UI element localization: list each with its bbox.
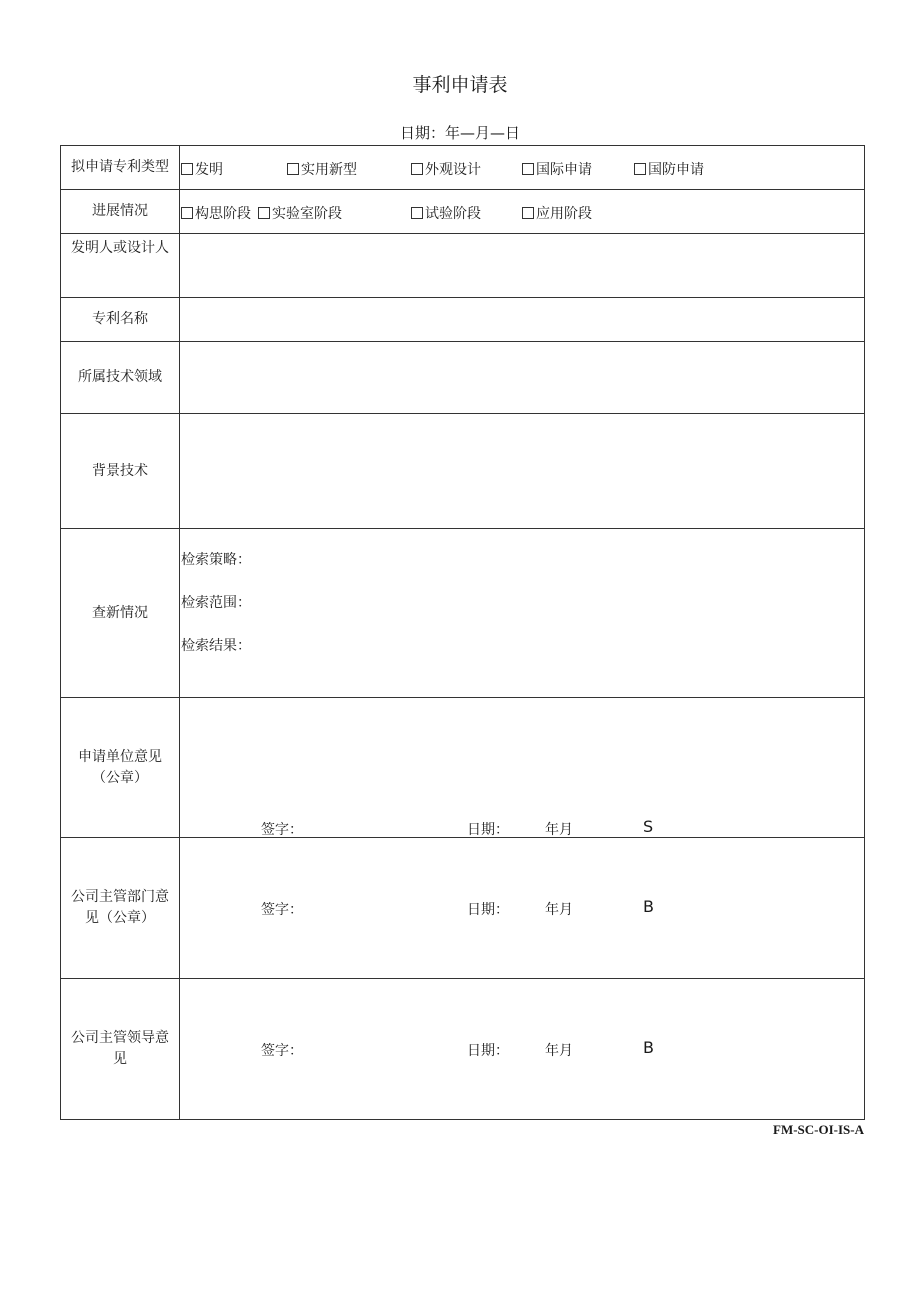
date-label: 日期： <box>467 822 509 838</box>
option-design[interactable]: 外观设计 <box>411 159 481 179</box>
checkbox[interactable] <box>634 163 646 175</box>
label-applicant-opinion: 申请单位意见 （公章） <box>61 698 180 838</box>
checkbox[interactable] <box>287 163 299 175</box>
field-applicant-opinion[interactable] <box>180 698 865 838</box>
label-novelty: 查新情况 <box>61 529 180 698</box>
form-title: 事利申请表 <box>412 74 508 96</box>
checkbox[interactable] <box>522 207 534 219</box>
option-trial-stage[interactable]: 试验阶段 <box>411 203 481 223</box>
signature-label: 签字： <box>261 822 303 838</box>
field-leader-opinion[interactable] <box>180 979 865 1120</box>
option-invention[interactable]: 发明 <box>181 159 223 179</box>
checkbox[interactable] <box>411 163 423 175</box>
option-utility-model[interactable]: 实用新型 <box>287 159 357 179</box>
search-scope: 检索范围： <box>181 595 251 611</box>
option-national-defense[interactable]: 国防申请 <box>634 159 704 179</box>
patent-application-form <box>60 145 865 1120</box>
signature-label: 签字： <box>261 902 303 918</box>
form-date-line: 日期：年—月—日 <box>399 124 520 142</box>
field-tech-field[interactable] <box>180 342 865 414</box>
day-mark: S <box>643 817 654 836</box>
year-month-label: 年月 <box>545 1043 573 1059</box>
checkbox[interactable] <box>181 163 193 175</box>
option-lab-stage[interactable]: 实验室阶段 <box>258 203 342 223</box>
row-patent-name <box>61 298 865 342</box>
year-month-label: 年月 <box>545 822 573 838</box>
row-tech-field <box>61 342 865 414</box>
label-inventor: 发明人或设计人 <box>61 234 180 298</box>
field-dept-opinion[interactable] <box>180 838 865 979</box>
row-patent-type <box>61 146 865 190</box>
signature-label: 签字： <box>261 1043 303 1059</box>
date-label: 日期： <box>467 1043 509 1059</box>
option-concept-stage[interactable]: 构思阶段 <box>181 203 251 223</box>
search-strategy: 检索策略： <box>181 552 251 568</box>
label-leader-opinion: 公司主管领导意 见 <box>61 979 180 1120</box>
option-international[interactable]: 国际申请 <box>522 159 592 179</box>
label-patent-name: 专利名称 <box>61 298 180 342</box>
row-inventor <box>61 234 865 298</box>
row-background <box>61 414 865 529</box>
label-progress: 进展情况 <box>61 190 180 234</box>
option-application-stage[interactable]: 应用阶段 <box>522 203 592 223</box>
row-leader-opinion <box>61 979 865 1120</box>
row-applicant-opinion <box>61 698 865 838</box>
label-tech-field: 所属技术领域 <box>61 342 180 414</box>
label-patent-type: 拟申请专利类型 <box>61 146 180 190</box>
checkbox[interactable] <box>411 207 423 219</box>
day-mark: B <box>643 1038 654 1057</box>
row-dept-opinion <box>61 838 865 979</box>
field-patent-name[interactable] <box>180 298 865 342</box>
form-code: FM-SC-OI-IS-A <box>773 1122 864 1137</box>
checkbox[interactable] <box>258 207 270 219</box>
year-month-label: 年月 <box>545 902 573 918</box>
label-background: 背景技术 <box>61 414 180 529</box>
row-novelty <box>61 529 865 698</box>
checkbox[interactable] <box>522 163 534 175</box>
field-inventor[interactable] <box>180 234 865 298</box>
search-result: 检索结果： <box>181 638 251 654</box>
field-novelty[interactable] <box>180 529 865 698</box>
row-progress <box>61 190 865 234</box>
label-dept-opinion: 公司主管部门意 见（公章） <box>61 838 180 979</box>
field-background[interactable] <box>180 414 865 529</box>
date-label: 日期： <box>467 902 509 918</box>
day-mark: B <box>643 897 654 916</box>
checkbox[interactable] <box>181 207 193 219</box>
